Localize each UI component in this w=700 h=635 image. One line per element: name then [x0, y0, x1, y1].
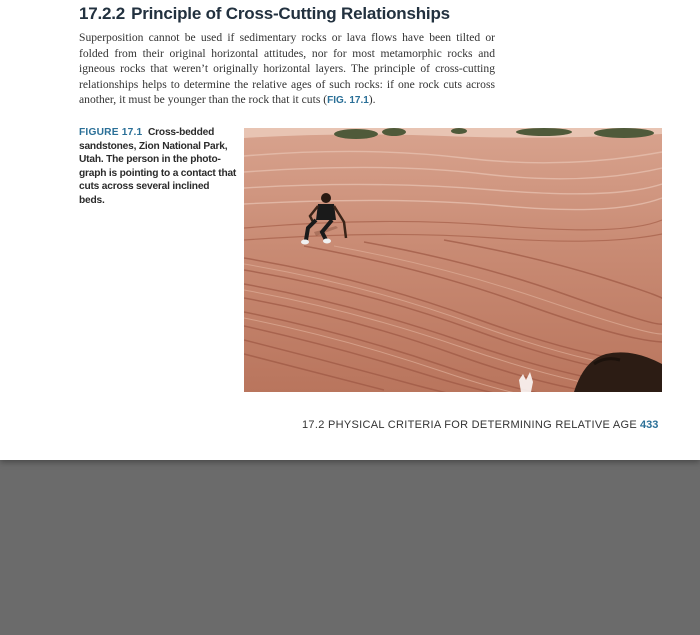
figure-reference-link[interactable]: FIG. 17.1 [327, 95, 369, 107]
caption-text: Cross-bedded sandstones, Zion National Park, Utah. The person in the photo-graph is pointing to a contact that cuts across several inclined beds. [79, 127, 237, 206]
body-paragraph [79, 30, 495, 109]
section-title: Principle of Cross-Cutting Relationships [131, 4, 450, 23]
running-footer-title: 17.2 PHYSICAL CRITERIA FOR DETERMINING RELATIVE AGE [302, 419, 637, 431]
body-text: Superposition cannot be used if sedimentary rocks or lava flows have been tilted or folded from their original horizontal attitudes, nor for most metamorphic rocks and igneous rocks that weren’t originally horizontal layers. The principle of cross-cutting relationships helps to determine the relative ages of such rocks: if one rock cuts across another, it must be younger than the rock that it cuts ( [79, 31, 495, 107]
section-heading [79, 4, 450, 24]
section-number: 17.2.2 [79, 4, 126, 23]
figure-caption [79, 126, 237, 208]
figure-photo [244, 128, 662, 392]
page-number: 433 [640, 419, 659, 431]
figure-label: FIGURE 17.1 [79, 127, 143, 138]
cross-bedded-sandstone-photo [244, 128, 662, 392]
body-text-end: ). [368, 93, 376, 107]
